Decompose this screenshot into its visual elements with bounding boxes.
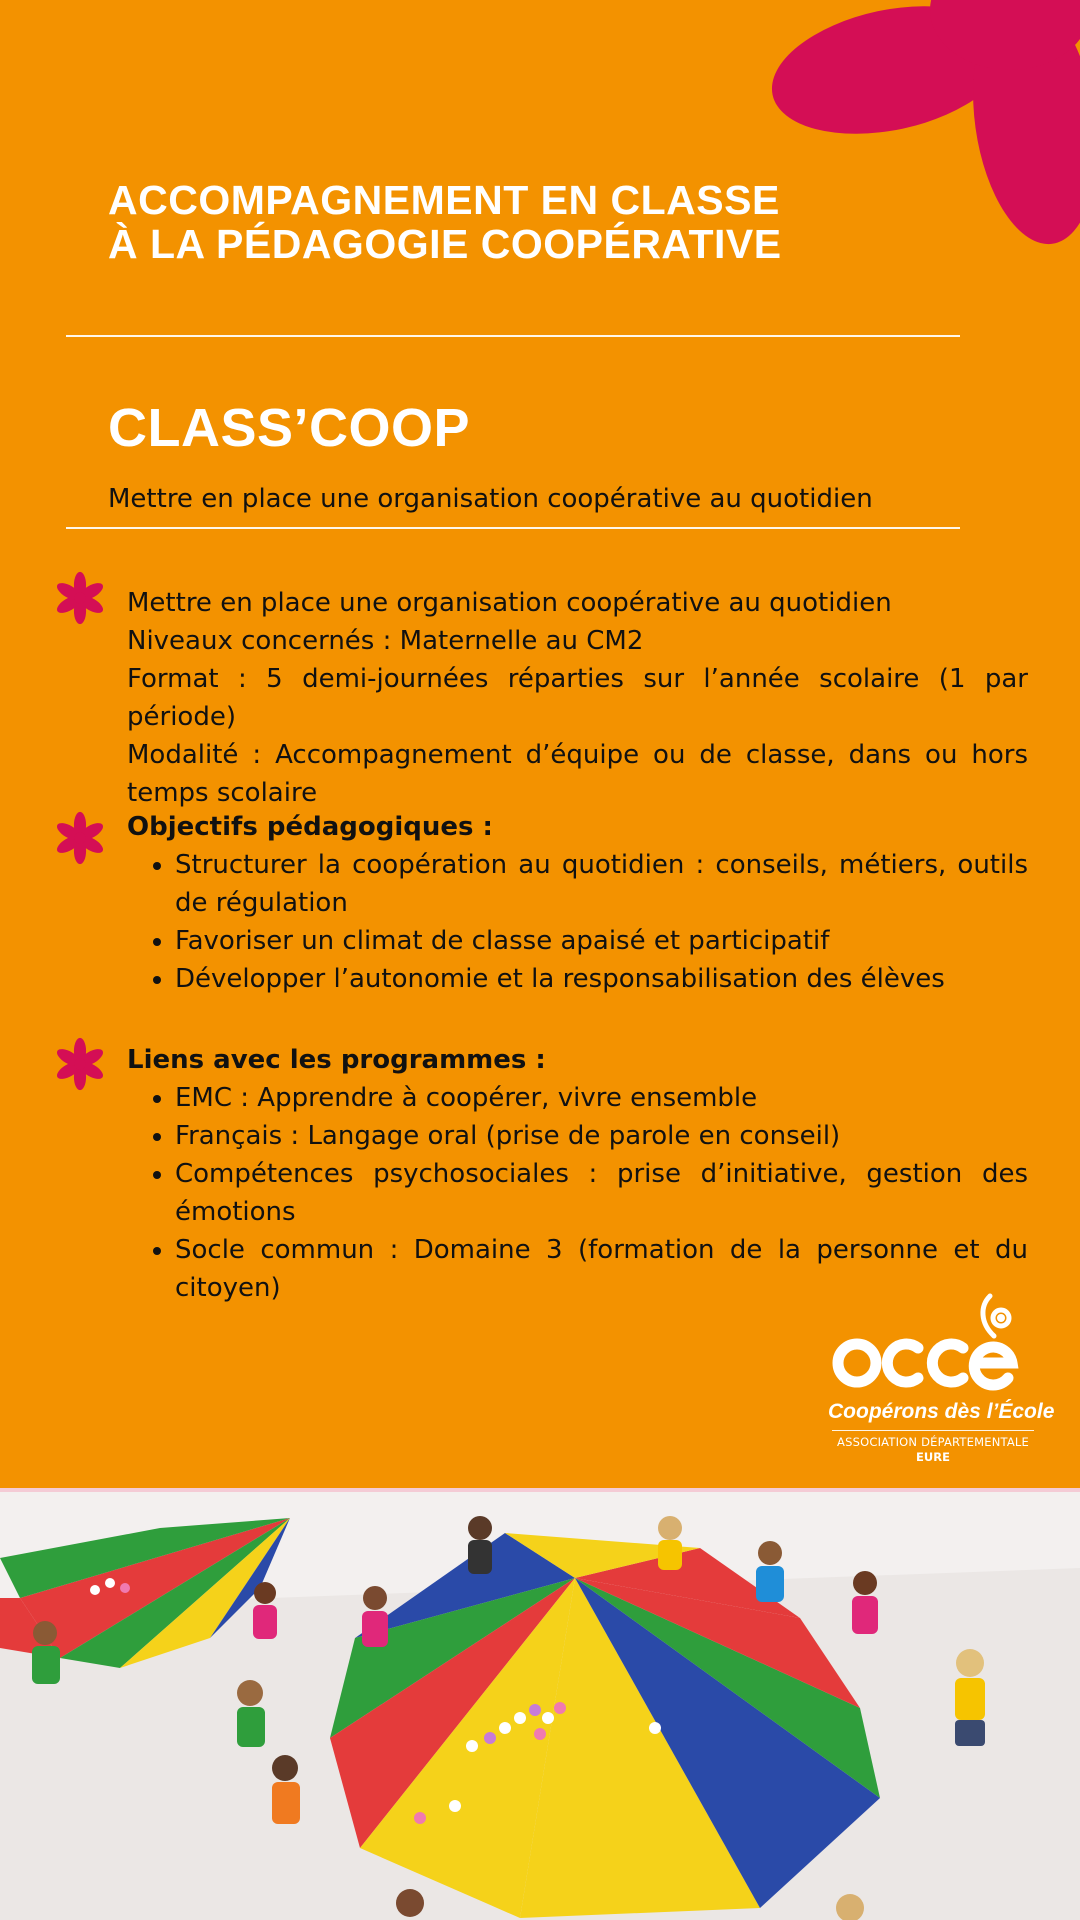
occe-wordmark-icon	[830, 1288, 1036, 1398]
list-item: • Français : Langage oral (prise de parole en conseil)	[175, 1117, 1028, 1155]
list-item: • Compétences psychosociales : prise d’initiative, gestion des émotions	[175, 1155, 1028, 1231]
list-item: • EMC : Apprendre à coopérer, vivre ensemble	[175, 1079, 1028, 1117]
divider-top	[66, 335, 960, 337]
list-item: • Socle commun : Domaine 3 (formation de la personne et du citoyen)	[175, 1231, 1028, 1307]
divider-bottom	[66, 527, 960, 529]
occe-logo	[828, 1288, 1055, 1464]
overview-section	[127, 584, 1028, 812]
overview-line: Mettre en place une organisation coopérative au quotidien	[127, 588, 892, 618]
logo-divider	[832, 1430, 1034, 1431]
heading-line-1: ACCOMPAGNEMENT EN CLASSE	[108, 177, 780, 223]
program-title: CLASS’COOP	[108, 398, 471, 458]
list-item: • Structurer la coopération au quotidien : conseils, métiers, outils de régulation	[175, 846, 1028, 922]
overview-line: Format : 5 demi-journées réparties sur l’année scolaire (1 par période)	[127, 664, 1028, 732]
list-item: • Favoriser un climat de classe apaisé et participatif	[175, 922, 1028, 960]
flower-bullet-icon	[52, 570, 108, 626]
programmes-title: Liens avec les programmes :	[127, 1045, 546, 1075]
overview-line: Modalité : Accompagnement d’équipe ou de classe, dans ou hors temps scolaire	[127, 740, 1028, 808]
parachute-illustration-icon	[0, 1488, 1080, 1920]
photo-border	[0, 1488, 1080, 1492]
programmes-list	[127, 1079, 1028, 1307]
main-heading	[108, 178, 928, 266]
logo-department: EURE	[916, 1450, 950, 1464]
logo-association: ASSOCIATION DÉPARTEMENTALE	[837, 1435, 1029, 1449]
heading-line-2: À LA PÉDAGOGIE COOPÉRATIVE	[108, 221, 782, 267]
flower-bullet-icon	[52, 810, 108, 866]
children-parachute-photo	[0, 1488, 1080, 1920]
objectives-list	[127, 846, 1028, 998]
program-tagline: Mettre en place une organisation coopérative au quotidien	[108, 484, 873, 514]
logo-tagline: Coopérons dès l’École	[828, 1400, 1055, 1423]
programmes-section	[127, 1041, 1028, 1307]
overview-line: Niveaux concernés : Maternelle au CM2	[127, 626, 644, 656]
flower-bullet-icon	[52, 1036, 108, 1092]
objectives-section	[127, 808, 1028, 998]
objectives-title: Objectifs pédagogiques :	[127, 812, 493, 842]
list-item: • Développer l’autonomie et la responsabilisation des élèves	[175, 960, 1028, 998]
